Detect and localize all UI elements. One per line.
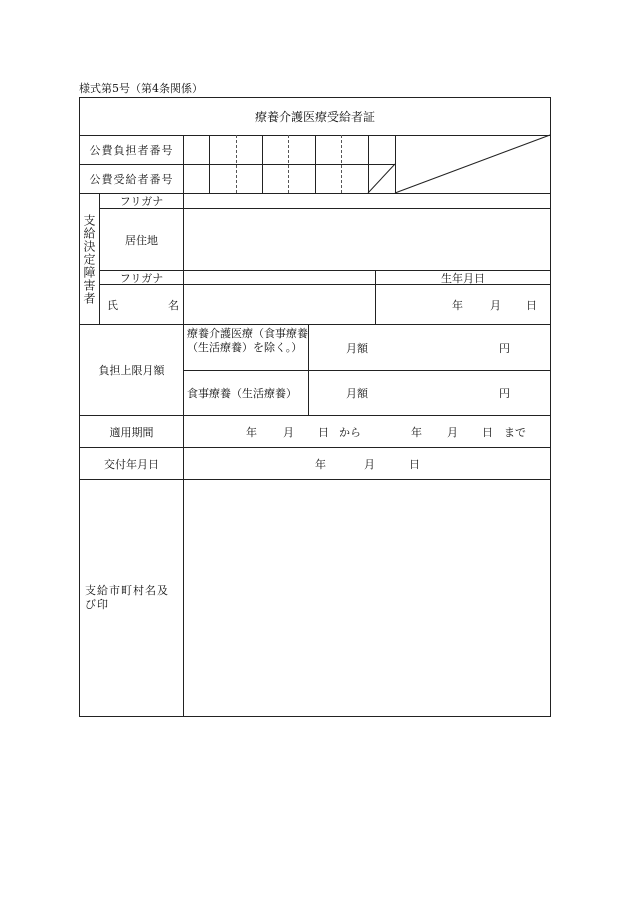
address-label: 居住地 [125, 233, 158, 247]
digit-divider [236, 135, 237, 193]
issue-date-label: 交付年月日 [104, 457, 159, 471]
burden-limit-label: 負担上限月額 [98, 364, 165, 377]
digit-divider [315, 135, 316, 193]
municipality-label: 支給市町村名及び印 [85, 584, 169, 611]
birth-month-unit: 月 [490, 298, 501, 312]
period-from-day: 日 [318, 425, 329, 439]
form-title: 療養介護医療受給者証 [254, 110, 375, 124]
period-to-day: 日 [482, 425, 493, 439]
issue-year-unit: 年 [315, 457, 326, 471]
form-number-label: 様式第5号（第4条関係） [79, 82, 203, 95]
divider [99, 284, 550, 285]
furigana-label: フリガナ [119, 195, 164, 208]
recipient-group-label: 支給決定障害者 [82, 213, 96, 305]
meal-care-description: 食事療養（生活療養） [187, 387, 297, 400]
name-label-first: 氏 [107, 298, 118, 312]
birth-date-label: 生年月日 [441, 271, 485, 285]
jukyusha-number-label: 公費受給者番号 [89, 173, 174, 186]
monthly-amount-label: 月額 [346, 341, 368, 355]
monthly-amount-label: 月額 [346, 387, 368, 400]
medical-care-description: 療養介護医療（食事療養（生活療養）を除く。） [187, 327, 308, 354]
void-diagonal [395, 135, 550, 193]
period-from-word: から [339, 425, 361, 439]
futansha-number-label: 公費負担者番号 [89, 143, 174, 157]
period-to-year: 年 [411, 425, 422, 439]
issue-month-unit: 月 [364, 457, 375, 471]
yen-unit: 円 [499, 341, 510, 355]
furigana-label: フリガナ [119, 271, 164, 285]
digit-divider [341, 135, 342, 193]
divider [183, 135, 184, 193]
period-from-year: 年 [246, 425, 257, 439]
period-from-month: 月 [283, 425, 294, 439]
birth-day-unit: 日 [526, 298, 537, 312]
period-to-word: まで [504, 425, 526, 439]
name-label-second: 名 [168, 298, 179, 312]
period-to-month: 月 [447, 425, 458, 439]
void-diagonal [368, 164, 395, 193]
yen-unit: 円 [499, 387, 510, 400]
issue-day-unit: 日 [409, 457, 420, 471]
birth-year-unit: 年 [452, 298, 463, 312]
digit-divider [288, 135, 289, 193]
certificate-form [79, 97, 551, 717]
divider [183, 193, 184, 716]
digit-divider [209, 135, 210, 193]
digit-divider [262, 135, 263, 193]
application-period-label: 適用期間 [109, 425, 154, 439]
